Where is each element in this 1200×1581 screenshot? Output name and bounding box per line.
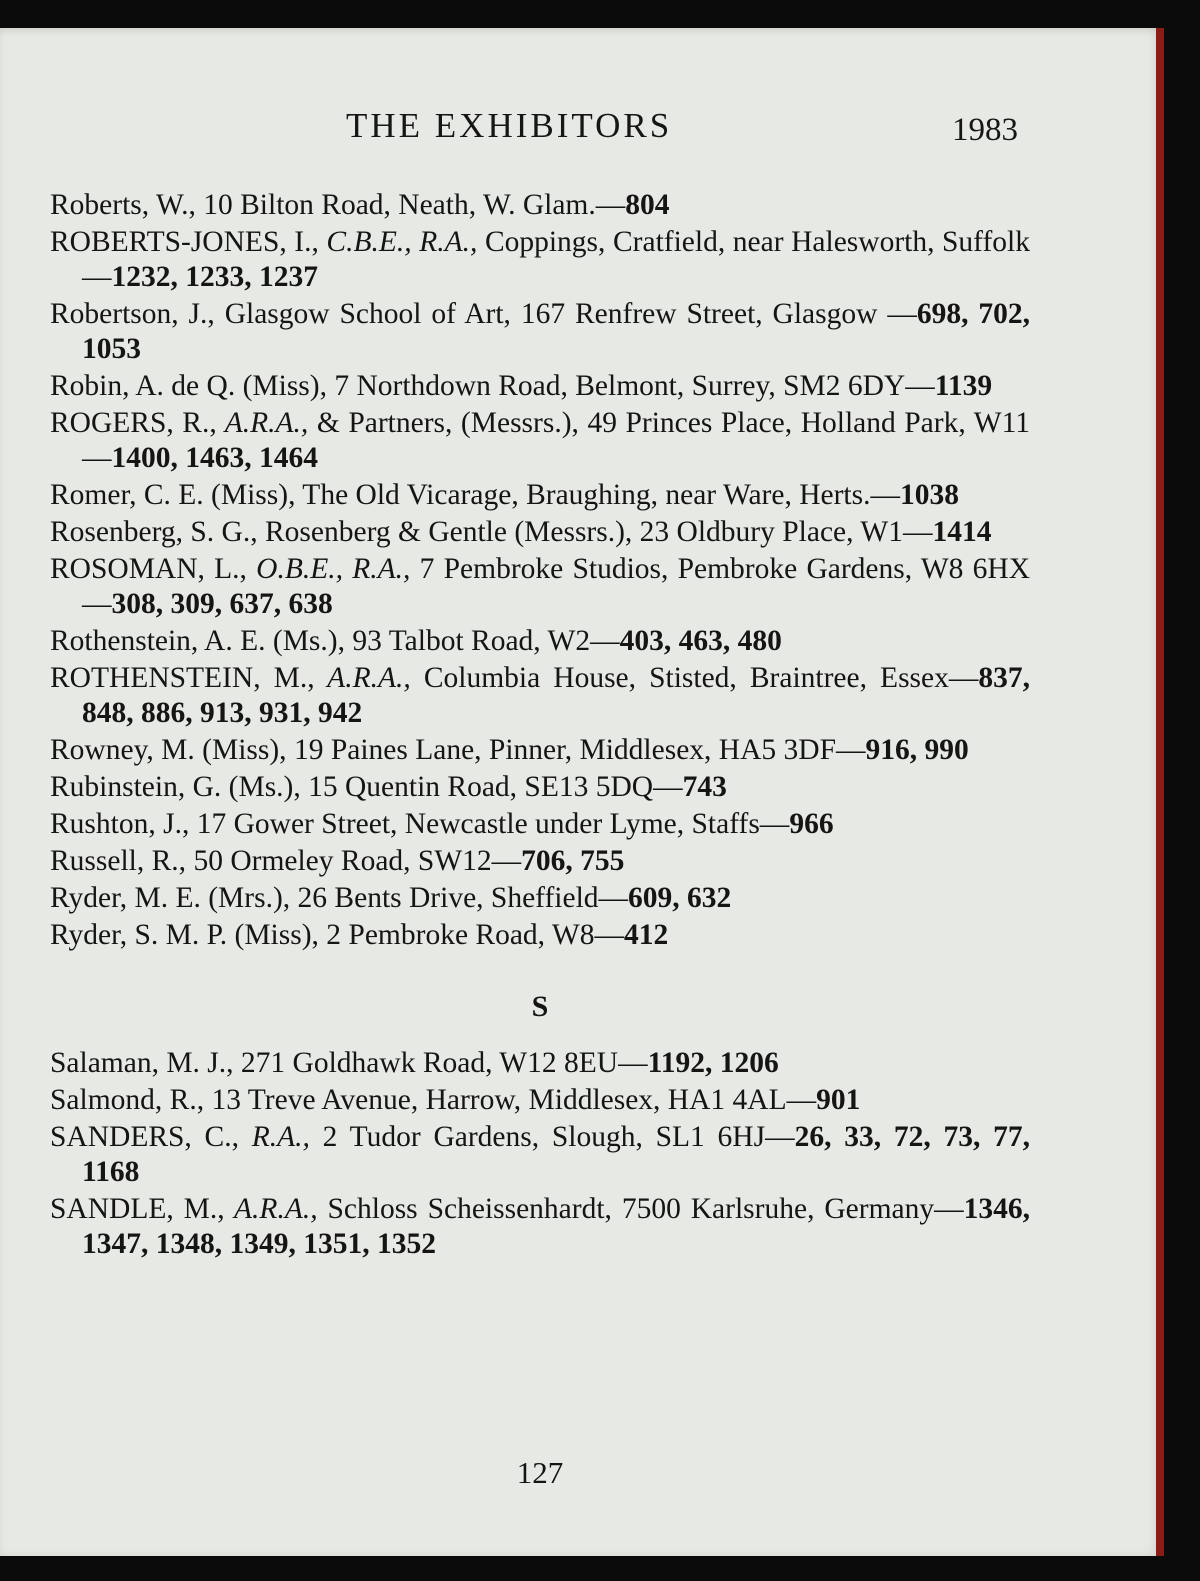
exhibitor-address: 17 Gower Street, Newcastle under Lyme, Staffs— xyxy=(189,808,790,840)
exhibitor-entry xyxy=(50,770,1030,805)
exhibitor-address: Coppings, Cratfield, near Halesworth, Suffolk— xyxy=(82,226,1030,293)
exhibitor-name: Ryder, S. M. P. (Miss), xyxy=(50,919,319,951)
exhibitor-entry xyxy=(50,1046,1030,1081)
exhibit-numbers: 1038 xyxy=(899,479,959,511)
exhibitor-name: ROSOMAN, L., xyxy=(50,553,247,585)
exhibitor-entry xyxy=(50,624,1030,659)
page-edge xyxy=(1156,28,1164,1556)
exhibitor-name: Romer, C. E. (Miss), xyxy=(50,479,296,511)
exhibitor-address: 7 Pembroke Studios, Pembroke Gardens, W8 6HX— xyxy=(82,553,1031,620)
exhibitor-name: Roberts, W., xyxy=(50,189,196,221)
exhibitor-name: SANDLE, M., xyxy=(50,1193,225,1225)
exhibitor-name: Rubinstein, G. (Ms.), xyxy=(50,771,301,803)
exhibit-numbers: 837, 848, 886, 913, 931, 942 xyxy=(82,662,1031,729)
exhibit-numbers: 743 xyxy=(682,771,727,803)
exhibitor-entry xyxy=(50,225,1030,295)
exhibitor-address: 50 Ormeley Road, SW12— xyxy=(186,845,522,877)
exhibitor-address: The Old Vicarage, Braughing, near Ware, Herts.— xyxy=(295,479,900,511)
exhibit-numbers: 26, 33, 72, 73, 77, 1168 xyxy=(82,1121,1030,1188)
exhibit-numbers: 609, 632 xyxy=(628,882,732,914)
exhibit-numbers: 403, 463, 480 xyxy=(619,625,782,657)
exhibit-numbers: 1414 xyxy=(932,516,992,548)
exhibitor-address: Glasgow School of Art, 167 Renfrew Street, Glasgow — xyxy=(214,298,917,330)
exhibitor-name: ROBERTS-JONES, I., xyxy=(50,226,319,258)
exhibitor-entry xyxy=(50,188,1030,223)
exhibitor-honors: A.R.A., xyxy=(216,407,309,439)
exhibit-numbers: 804 xyxy=(625,189,670,221)
exhibitor-address: Rosenberg & Gentle (Messrs.), 23 Oldbury Place, W1— xyxy=(257,516,933,548)
exhibitor-entry xyxy=(50,1120,1030,1190)
exhibit-numbers: 1346, 1347, 1348, 1349, 1351, 1352 xyxy=(82,1193,1030,1260)
exhibitor-address: 13 Treve Avenue, Harrow, Middlesex, HA1 4AL— xyxy=(204,1084,817,1116)
exhibitor-honors: A.R.A., xyxy=(224,1193,318,1225)
exhibitor-entry xyxy=(50,1192,1030,1262)
section-letter-heading: S xyxy=(531,990,549,1023)
exhibitor-list xyxy=(50,188,1030,1264)
exhibitor-name: ROTHENSTEIN, M., xyxy=(50,662,315,694)
exhibitor-honors: A.R.A., xyxy=(314,662,411,694)
exhibit-numbers: 901 xyxy=(816,1084,861,1116)
exhibitor-entry xyxy=(50,552,1030,622)
exhibitor-entry xyxy=(50,478,1030,513)
exhibitor-entry xyxy=(50,661,1030,731)
exhibitor-address: & Partners, (Messrs.), 49 Princes Place, Holland Park, W11— xyxy=(82,407,1030,474)
exhibitor-name: Robertson, J., xyxy=(50,298,215,330)
exhibitor-honors: O.B.E., R.A., xyxy=(246,553,411,585)
exhibit-numbers: 1139 xyxy=(934,370,993,402)
exhibit-numbers: 1400, 1463, 1464 xyxy=(111,442,318,474)
running-header xyxy=(0,100,1160,150)
exhibitor-name: Rushton, J., xyxy=(50,808,190,840)
exhibit-numbers: 308, 309, 637, 638 xyxy=(111,588,333,620)
exhibit-numbers: 412 xyxy=(624,919,669,951)
exhibit-numbers: 706, 755 xyxy=(521,845,625,877)
page-number: 127 xyxy=(516,1455,564,1490)
exhibitor-name: Salmond, R., xyxy=(50,1084,205,1116)
section-s-entries xyxy=(50,1046,1030,1262)
exhibitor-address: 26 Bents Drive, Sheffield— xyxy=(290,882,629,914)
exhibitor-name: Robin, A. de Q. (Miss), xyxy=(50,370,327,402)
exhibitor-name: Russell, R., xyxy=(50,845,187,877)
exhibitor-name: Ryder, M. E. (Mrs.), xyxy=(50,882,291,914)
exhibitor-entry xyxy=(50,844,1030,879)
exhibit-numbers: 1232, 1233, 1237 xyxy=(111,261,318,293)
exhibitor-entry xyxy=(50,918,1030,953)
exhibitor-entry xyxy=(50,807,1030,842)
exhibitor-address: Schloss Scheissenhardt, 7500 Karlsruhe, Germany— xyxy=(317,1193,964,1225)
header-year: 1983 xyxy=(952,112,1018,148)
exhibit-numbers: 1192, 1206 xyxy=(647,1047,779,1079)
exhibitor-address: 7 Northdown Road, Belmont, Surrey, SM2 6DY— xyxy=(326,370,935,402)
exhibitor-address: 15 Quentin Road, SE13 5DQ— xyxy=(300,771,683,803)
exhibitor-entry xyxy=(50,1083,1030,1118)
running-title: THE EXHIBITORS xyxy=(346,106,673,145)
section-r-entries xyxy=(50,188,1030,953)
exhibitor-address: 93 Talbot Road, W2— xyxy=(345,625,620,657)
exhibitor-entry xyxy=(50,515,1030,550)
exhibitor-entry xyxy=(50,406,1030,476)
exhibitor-name: Salaman, M. J., xyxy=(50,1047,234,1079)
exhibit-numbers: 966 xyxy=(789,808,834,840)
exhibit-numbers: 916, 990 xyxy=(865,734,969,766)
exhibitor-entry xyxy=(50,733,1030,768)
exhibitor-entry xyxy=(50,881,1030,916)
exhibitor-address: 2 Tudor Gardens, Slough, SL1 6HJ— xyxy=(309,1121,795,1153)
exhibitor-name: Rowney, M. (Miss), xyxy=(50,734,287,766)
exhibitor-address: 19 Paines Lane, Pinner, Middlesex, HA5 3DF— xyxy=(286,734,866,766)
exhibitor-honors: R.A., xyxy=(238,1121,310,1153)
exhibitor-address: 271 Goldhawk Road, W12 8EU— xyxy=(233,1047,648,1079)
exhibitor-name: SANDERS, C., xyxy=(50,1121,239,1153)
exhibit-numbers: 698, 702, 1053 xyxy=(82,298,1031,365)
exhibitor-entry xyxy=(50,297,1030,367)
exhibitor-entry xyxy=(50,369,1030,404)
exhibitor-address: 2 Pembroke Road, W8— xyxy=(318,919,624,951)
exhibitor-address: 10 Bilton Road, Neath, W. Glam.— xyxy=(195,189,626,221)
exhibitor-honors: C.B.E., R.A., xyxy=(318,226,478,258)
exhibitor-address: Columbia House, Stisted, Braintree, Essex— xyxy=(410,662,979,694)
exhibitor-name: Rosenberg, S. G., xyxy=(50,516,258,548)
exhibitor-name: ROGERS, R., xyxy=(50,407,217,439)
exhibitor-name: Rothenstein, A. E. (Ms.), xyxy=(50,625,345,657)
